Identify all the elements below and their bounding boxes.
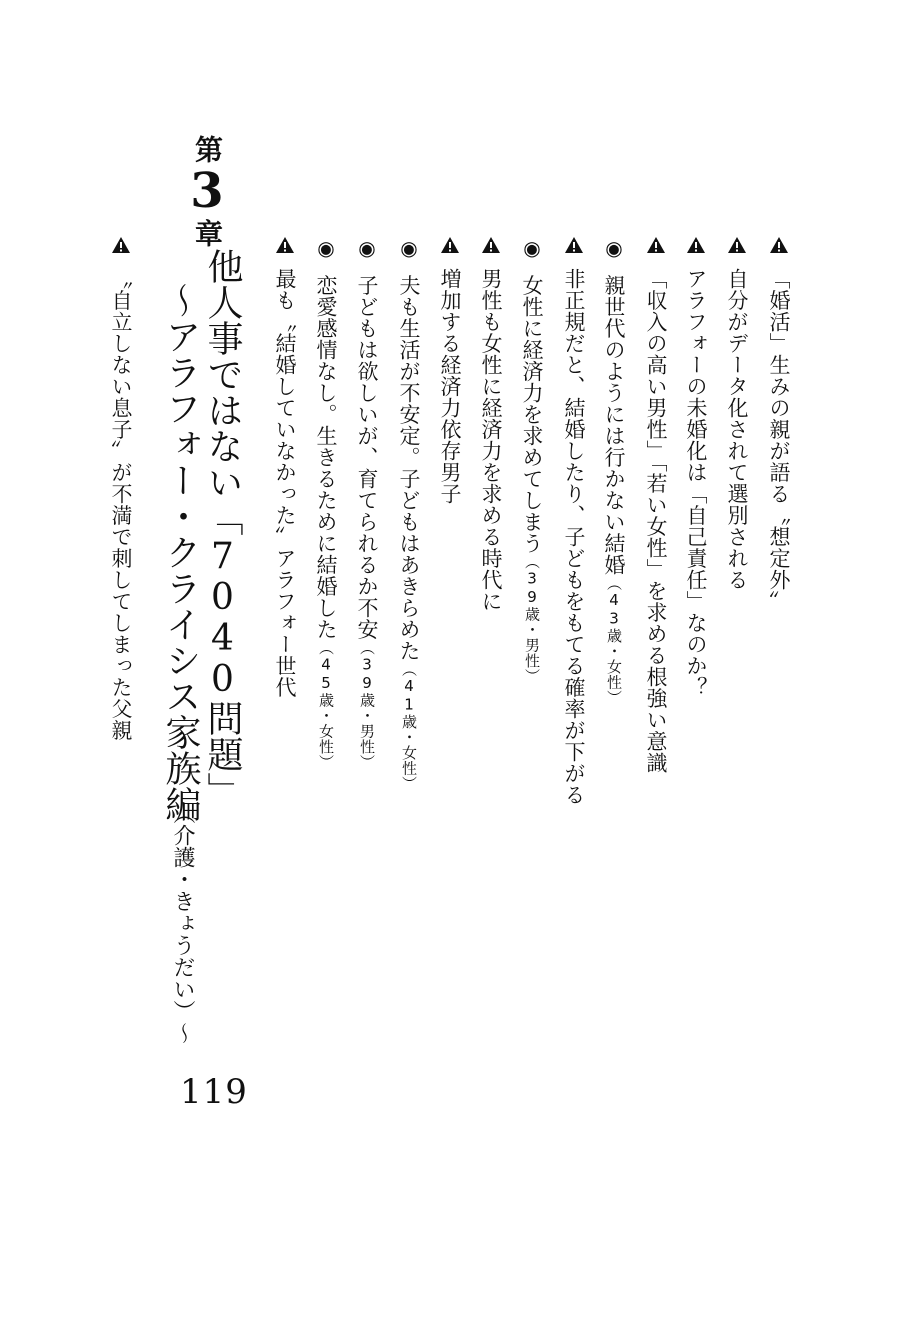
toc-item-text: アラフォーの未婚化は「自己責任」なのか？ bbox=[684, 268, 708, 698]
chapter-number: 3 bbox=[179, 163, 235, 219]
toc-item-text: 増加する経済力依存男子 bbox=[438, 268, 462, 505]
toc-item bbox=[768, 236, 789, 612]
toc-item-text: 最も〝結婚していなかった〟アラフォー世代 bbox=[273, 268, 297, 698]
toc-item-text: 男性も女性に経済力を求める時代に bbox=[479, 268, 503, 612]
toc-item bbox=[685, 236, 706, 698]
toc-item bbox=[563, 236, 584, 806]
toc-item bbox=[521, 236, 542, 684]
toc-item-text: 「収入の高い男性」「若い女性」を求める根強い意識 bbox=[644, 268, 668, 774]
chapter-title-line2: 〜アラフォー・クライシス家族編 bbox=[160, 282, 201, 822]
toc-item-note: （39歳・男性） bbox=[523, 554, 541, 684]
toc-item-text: 非正規だと、結婚したり、子どもをもてる確率が下がる bbox=[562, 268, 586, 806]
toc-item bbox=[274, 236, 295, 698]
chapter-suffix: 章 bbox=[191, 219, 224, 247]
chapter-label bbox=[179, 135, 235, 247]
toc-item bbox=[356, 236, 377, 770]
warning-icon bbox=[111, 236, 131, 254]
toc-item-text: 恋愛感情なし。生きるために結婚した bbox=[314, 274, 338, 640]
toc-item-note: （41歳・女性） bbox=[400, 661, 418, 792]
toc-item bbox=[439, 236, 460, 505]
toc-item-text: 子どもは欲しいが、育てられるか不安 bbox=[355, 274, 379, 640]
toc-item bbox=[480, 236, 501, 612]
warning-icon bbox=[564, 236, 584, 254]
toc-item-text: 夫も生活が不安定。子どもはあきらめた bbox=[397, 274, 421, 662]
warning-icon bbox=[686, 236, 706, 254]
bullseye-icon: ◉ bbox=[602, 236, 626, 261]
toc-item-text: 親世代のようには行かない結婚 bbox=[602, 274, 626, 576]
page-number: 119 bbox=[180, 1072, 248, 1112]
warning-icon bbox=[727, 236, 747, 254]
toc-item bbox=[726, 236, 747, 591]
toc-item bbox=[603, 236, 624, 706]
toc-item bbox=[110, 236, 131, 741]
toc-item-note: （45歳・女性） bbox=[317, 640, 335, 770]
toc-item-text: 〝自立しない息子〟が不満で刺してしまった父親 bbox=[109, 268, 133, 741]
warning-icon bbox=[275, 236, 295, 254]
toc-item-note: （43歳・女性） bbox=[605, 575, 623, 706]
toc-item bbox=[398, 236, 419, 792]
toc-item-text: 自分がデータ化されて選別される bbox=[725, 268, 749, 591]
toc-item-note: （39歳・男性） bbox=[358, 640, 376, 770]
warning-icon bbox=[646, 236, 666, 254]
chapter-title-note: （介護・きょうだい）〜 bbox=[170, 802, 195, 1044]
bullseye-icon: ◉ bbox=[314, 236, 338, 261]
toc-item bbox=[645, 236, 666, 774]
toc-item bbox=[315, 236, 336, 770]
warning-icon bbox=[481, 236, 501, 254]
chapter-prefix: 第 bbox=[191, 135, 224, 163]
warning-icon bbox=[440, 236, 460, 254]
warning-icon bbox=[769, 236, 789, 254]
bullseye-icon: ◉ bbox=[355, 236, 379, 261]
toc-item-text: 「婚活」生みの親が語る〝想定外〟 bbox=[767, 268, 791, 612]
bullseye-icon: ◉ bbox=[520, 236, 544, 261]
chapter-title-line1: 他人事ではない「7040問題」 bbox=[202, 248, 243, 808]
toc-item-text: 女性に経済力を求めてしまう bbox=[520, 274, 544, 554]
bullseye-icon: ◉ bbox=[397, 236, 421, 261]
